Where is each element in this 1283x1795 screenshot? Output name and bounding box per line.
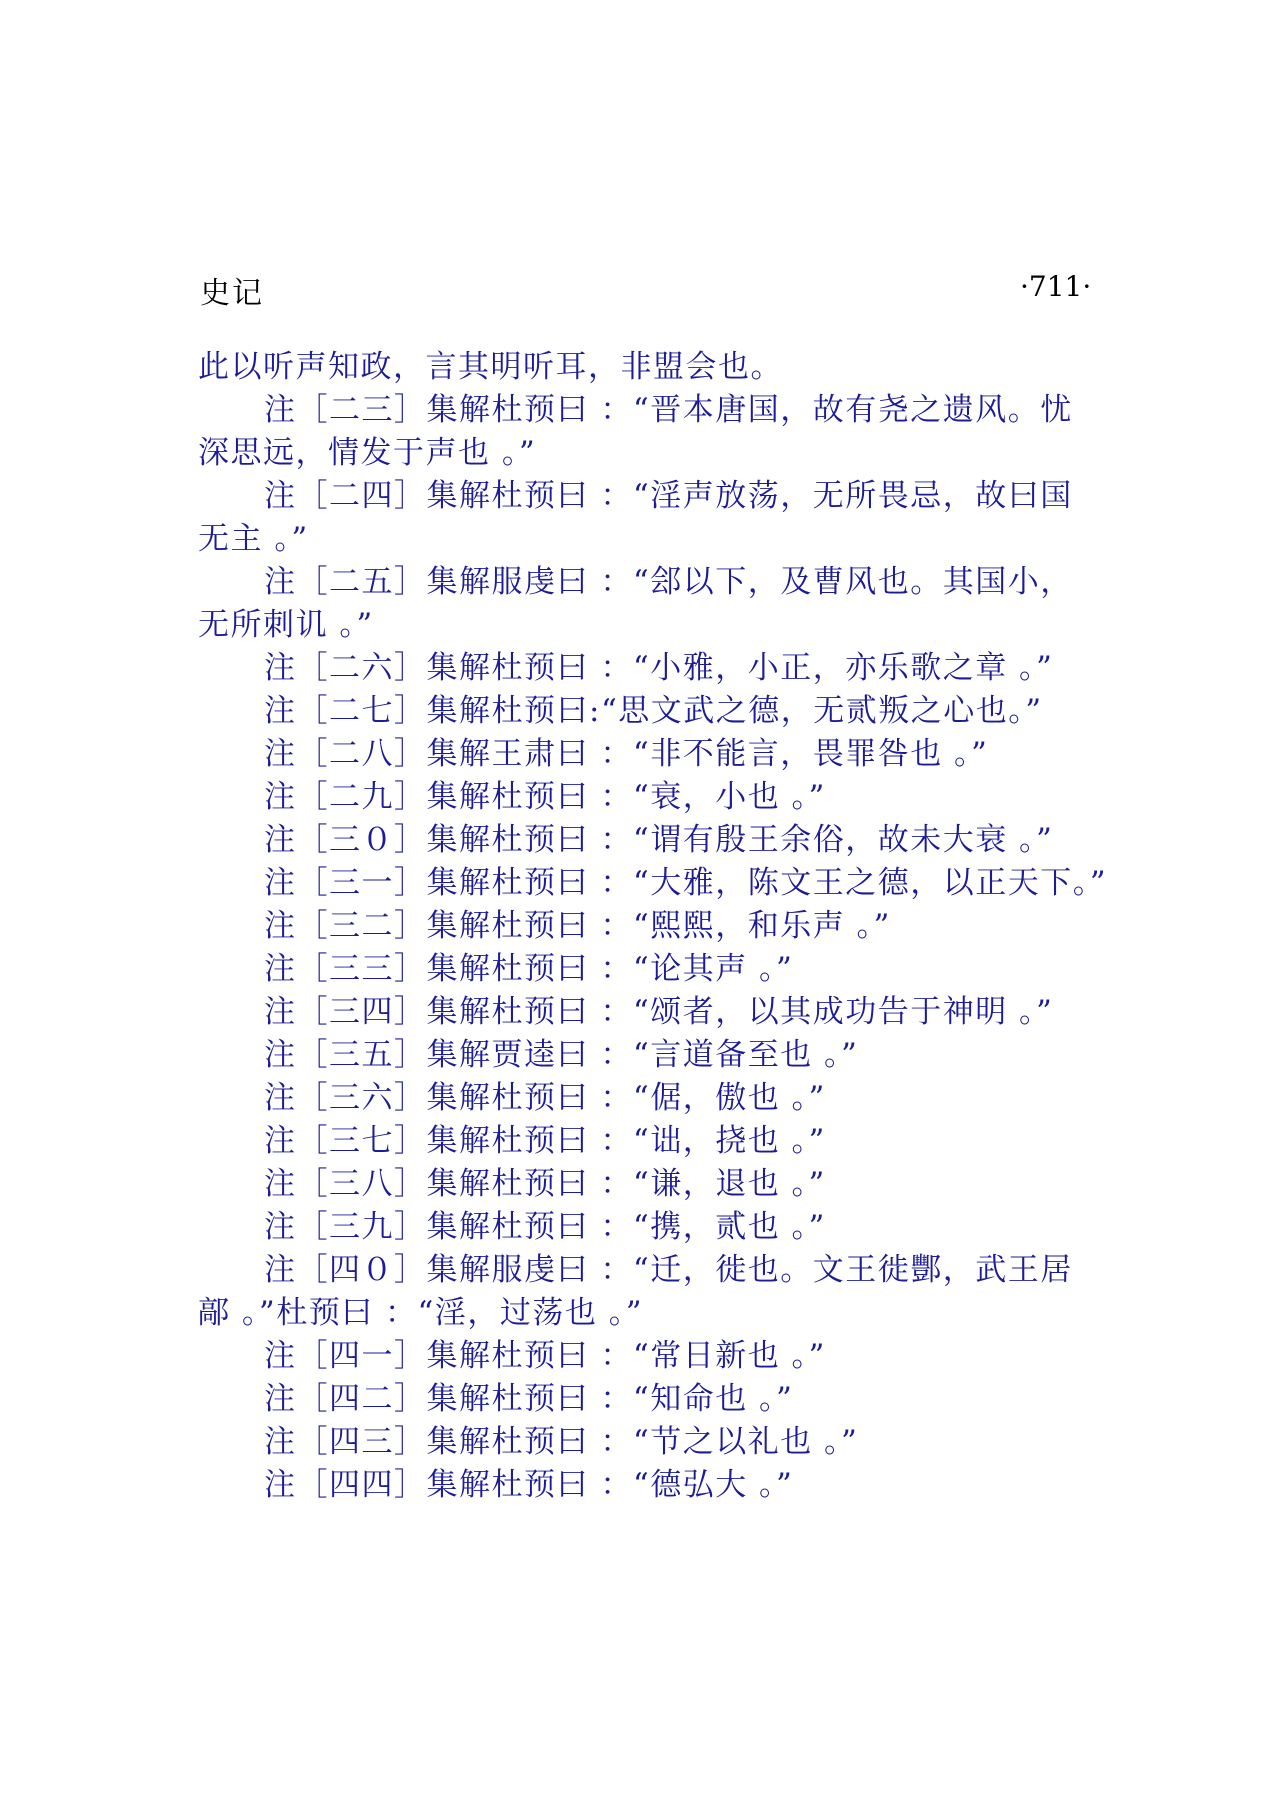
annotation-line: 注［三三］集解杜预曰 ：“论其声 。” (264, 951, 794, 987)
annotation-line: 注［四一］集解杜预曰 ：“常日新也 。” (264, 1338, 826, 1374)
annotation-line: 注［二三］集解杜预曰 ：“晋本唐国，故有尧之遗风。忧 (264, 392, 1073, 428)
annotation-line: 注［三九］集解杜预曰 ：“携，贰也 。” (264, 1209, 826, 1245)
annotation-line: 注［三四］集解杜预曰 ：“颂者，以其成功告于神明 。” (264, 994, 1054, 1030)
continuation-line: 深思远，情发于声也 。” (198, 435, 537, 471)
continuation-line: 此以听声知政，言其明听耳，非盟会也。 (198, 349, 783, 385)
annotation-line: 注［三六］集解杜预曰 ：“倨，傲也 。” (264, 1080, 826, 1116)
annotation-line: 注［二九］集解杜预曰 ：“衰，小也 。” (264, 779, 826, 815)
annotation-line: 注［二八］集解王肃曰 ：“非不能言，畏罪咎也 。” (264, 736, 989, 772)
annotation-line: 注［三八］集解杜预曰 ：“谦，退也 。” (264, 1166, 826, 1202)
annotation-line: 注［三五］集解贾逵曰 ：“言道备至也 。” (264, 1037, 859, 1073)
continuation-line: 鄗 。”杜预曰 ：“淫，过荡也 。” (198, 1295, 644, 1331)
annotation-line: 注［四三］集解杜预曰 ：“节之以礼也 。” (264, 1424, 859, 1460)
annotation-line: 注［四二］集解杜预曰 ：“知命也 。” (264, 1381, 794, 1417)
continuation-line: 无主 。” (198, 521, 309, 557)
annotation-line: 注［三七］集解杜预曰 ：“诎，挠也 。” (264, 1123, 826, 1159)
annotation-line: 注［二六］集解杜预曰 ：“小雅，小正，亦乐歌之章 。” (264, 650, 1054, 686)
page-number: ·711· (1020, 270, 1092, 303)
annotation-line: 注［三二］集解杜预曰 ：“熙熙，和乐声 。” (264, 908, 891, 944)
continuation-line: 无所刺讥 。” (198, 607, 374, 643)
annotation-line: 注［四四］集解杜预曰 ：“德弘大 。” (264, 1467, 794, 1503)
annotation-line: 注［二四］集解杜预曰 ：“淫声放荡，无所畏忌，故曰国 (264, 478, 1073, 514)
annotation-line: 注［二七］集解杜预曰:“思文武之德，无贰叛之心也。” (264, 693, 1043, 729)
annotation-text-body (198, 346, 1143, 1507)
book-title: 史记 (200, 276, 264, 311)
annotation-line: 注［三０］集解杜预曰 ：“谓有殷王余俗，故未大衰 。” (264, 822, 1054, 858)
annotation-line: 注［三一］集解杜预曰 ：“大雅，陈文王之德，以正天下。” (264, 865, 1108, 901)
annotation-line: 注［四０］集解服虔曰 ：“迁，徙也。文王徙酆，武王居 (264, 1252, 1073, 1288)
annotation-line: 注［二五］集解服虔曰 ：“郐以下，及曹风也。其国小， (264, 564, 1073, 600)
